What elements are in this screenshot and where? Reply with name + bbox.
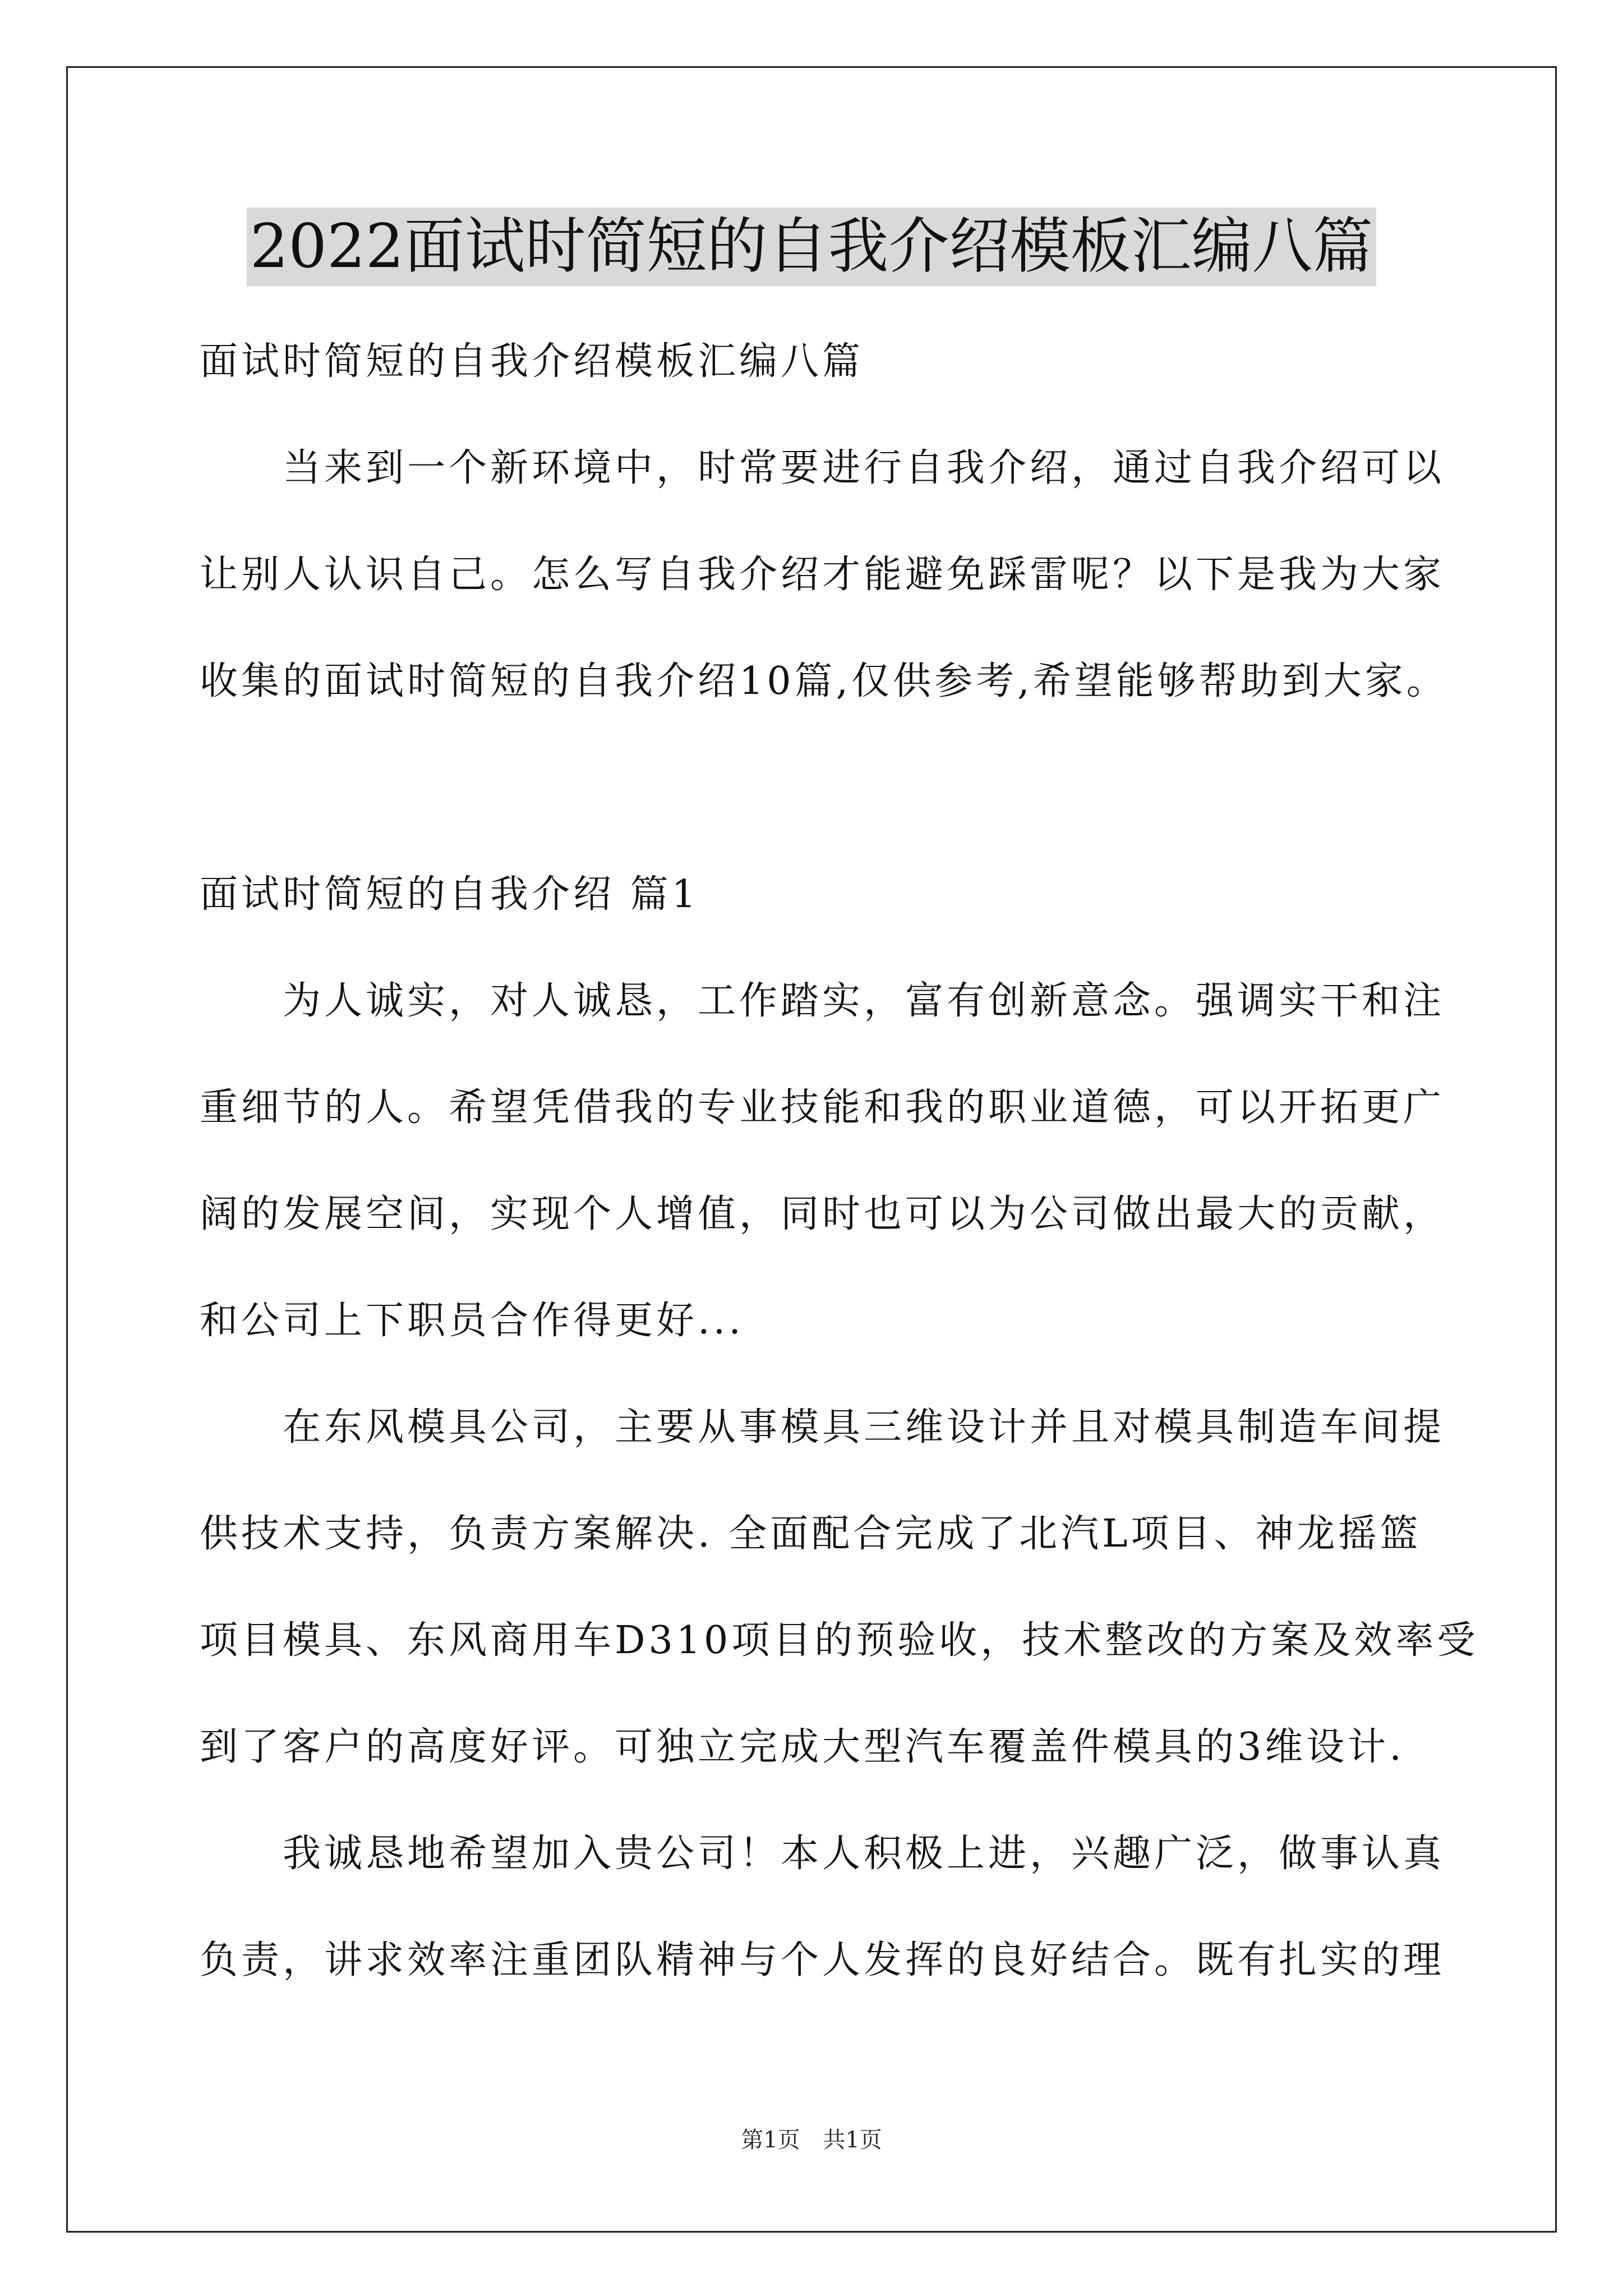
text-line: 和公司上下职员合作得更好...: [200, 1299, 744, 1343]
text-line: 为人诚实，对人诚恳，工作踏实，富有创新意念。强调实干和注: [283, 979, 1445, 1023]
page-number: 第1页: [741, 2127, 800, 2153]
text-line: 让别人认识自己。怎么写自我介绍才能避免踩雷呢？以下是我为大家: [200, 553, 1445, 597]
page-total: 共1页: [823, 2127, 882, 2153]
text-line: 阔的发展空间，实现个人增值，同时也可以为公司做出最大的贡献，: [200, 1192, 1445, 1236]
section-heading: 面试时简短的自我介绍 篇1: [200, 872, 699, 917]
text-line: 当来到一个新环境中，时常要进行自我介绍，通过自我介绍可以: [283, 446, 1445, 490]
blank-line: [200, 735, 1433, 841]
text-line: 项目模具、东风商用车D310项目的预验收，技术整改的方案及效率受: [200, 1618, 1479, 1663]
text-line: 面试时简短的自我介绍模板汇编八篇: [200, 339, 864, 384]
page-footer: [0, 2123, 1623, 2157]
text-line: 供技术支持，负责方案解决. 全面配合完成了北汽L项目、神龙摇篮: [200, 1512, 1422, 1556]
text-line: 重细节的人。希望凭借我的专业技能和我的职业道德，可以开拓更广: [200, 1085, 1445, 1130]
document-body: [200, 309, 1479, 2014]
title-container: [0, 208, 1623, 286]
text-line: 我诚恳地希望加入贵公司！本人积极上进，兴趣广泛，做事认真: [283, 1832, 1445, 1876]
text-line: 到了客户的高度好评。可独立完成大型汽车覆盖件模具的3维设计.: [200, 1725, 1405, 1769]
document-title: 2022面试时简短的自我介绍模板汇编八篇: [247, 208, 1377, 286]
text-line: 在东风模具公司，主要从事模具三维设计并且对模具制造车间提: [283, 1405, 1445, 1450]
text-line: 负责，讲求效率注重团队精神与个人发挥的良好结合。既有扎实的理: [200, 1938, 1445, 1982]
text-line: 收集的面试时简短的自我介绍10篇,仅供参考,希望能够帮助到大家。: [200, 659, 1448, 703]
